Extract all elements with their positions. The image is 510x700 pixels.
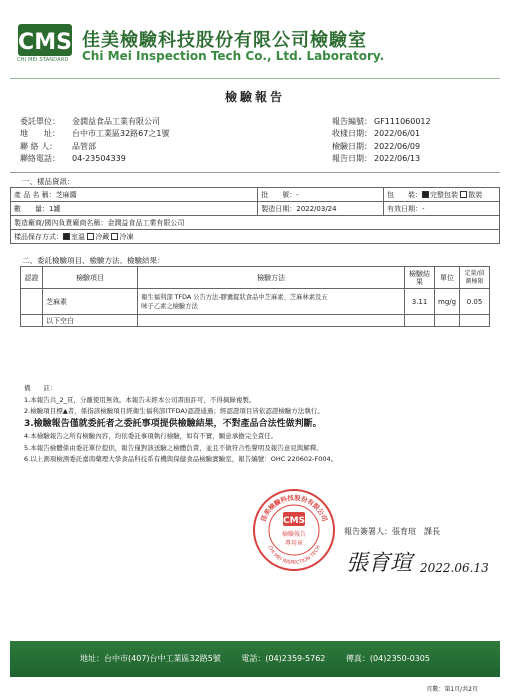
quantity: 1罐 bbox=[49, 204, 61, 213]
report-seal-icon bbox=[252, 488, 336, 572]
section-divider bbox=[10, 172, 500, 173]
page-title: 檢驗報告 bbox=[224, 90, 285, 104]
test-unit: mg/g bbox=[435, 289, 460, 315]
sample-section-title: 一、樣品資訊： bbox=[22, 177, 75, 186]
letterhead bbox=[0, 0, 510, 76]
report-signer: 報告簽署人：張育瑄 課長 bbox=[344, 527, 440, 536]
company-logo-icon bbox=[18, 24, 72, 56]
expiry-date: - bbox=[422, 204, 425, 213]
client-name: 金潤益食品工業有限公司 bbox=[72, 117, 160, 126]
footer-bar bbox=[10, 641, 500, 677]
test-item: 芝麻素 bbox=[42, 289, 137, 315]
footer-phone: 電話：(04)2359-5762 bbox=[241, 654, 326, 663]
blank-note: 以下空白 bbox=[42, 315, 137, 327]
footer-fax: 傳真：(04)2350-0305 bbox=[345, 654, 430, 663]
svg-text:張育瑄: 張育瑄 bbox=[346, 551, 413, 576]
company-name-cn: 佳美檢驗科技股份有限公司檢驗室 bbox=[82, 30, 367, 51]
report-number: GF111060012 bbox=[374, 117, 431, 126]
client-contact: 品管部 bbox=[72, 141, 96, 151]
sample-table: 產 品 名 稱：芝麻醬 批 號：- 包 裝： 完整包裝 散裝 數 量：1罐 製造日期：2022/03/24 有效日期：- 製造廠商/國內負責廠商名稱：金潤益食品工業有限公司 樣品保存方式： 室溫 冷藏 冷凍 bbox=[10, 187, 500, 244]
storage-room-temp-checkbox bbox=[63, 233, 70, 240]
svg-text:檢驗報告: 檢驗報告 bbox=[281, 531, 307, 538]
test-date: 2022/06/09 bbox=[374, 141, 421, 151]
svg-text:CMS: CMS bbox=[282, 516, 306, 526]
pack-bulk-checkbox bbox=[460, 191, 467, 198]
test-method: 衛生福利部 TFDA 公告方法-膠囊錠狀食品中芝麻素、芝麻林素及五 味子乙素之檢驗方法 bbox=[138, 289, 405, 315]
header-item: 檢驗項目 bbox=[42, 267, 137, 289]
received-date: 2022/06/01 bbox=[374, 129, 421, 139]
svg-text:專用章: 專用章 bbox=[284, 540, 304, 547]
header-unit: 單位 bbox=[435, 267, 460, 289]
logo-text: CMS bbox=[18, 30, 72, 55]
header-loq: 定量/偵測極限 bbox=[460, 267, 490, 289]
handwritten-signature bbox=[342, 540, 492, 580]
svg-text:佳美檢驗科技股份有限公司: 佳美檢驗科技股份有限公司 bbox=[259, 493, 329, 523]
remarks: 備 註： 1.本報告共_2_頁，分離使用無效。本報告未經本公司書面許可，不得摘錄複製。 2.檢驗項目標▲者，係指該檢驗項目經衛生福利部(TFDA)認證通過；經認證項目皆依認證檢驗方法執行。 3.檢驗報告僅就委託者之委託事項提供檢驗結果，不對產品合法性做判斷。 4.本檢驗報告之所有檢驗內容，均依委託事項執行檢驗，如有不實，願意承擔完全責任。 5.本報告檢體係由委託單位提供，報告僅對該送驗之檢體負責，並且不做符合性聲明及報告意見與解釋。 6.以上測項檢測委託嘉南藥理大學食品科技系有機與保健食品檢驗實驗室，報告編號：OHC 220602-F004。 bbox=[24, 384, 338, 464]
header-divider bbox=[10, 78, 500, 79]
test-result: 3.11 bbox=[405, 289, 435, 315]
header-cert: 認證 bbox=[21, 267, 43, 289]
test-loq: 0.05 bbox=[460, 289, 490, 315]
company-name-en: Chi Mei Inspection Tech Co., Ltd. Laboratory. bbox=[82, 49, 385, 63]
svg-text:CHI MEI INSPECTION TECH: CHI MEI INSPECTION TECH bbox=[266, 544, 322, 567]
storage-chilled-checkbox bbox=[87, 233, 94, 240]
logo-subtitle: CHI MEI STANDARD bbox=[17, 57, 69, 63]
client-info: 委託單位： 金潤益食品工業有限公司 地 址： 台中市工業區32路67之1號 聯 絡 人： 品管部 聯絡電話： 04-23504339 bbox=[20, 117, 170, 164]
batch-number: - bbox=[296, 190, 299, 199]
header-method: 檢驗方法 bbox=[138, 267, 405, 289]
table-row bbox=[21, 289, 490, 315]
manufacturer: 金潤益食品工業有限公司 bbox=[107, 218, 185, 227]
client-phone: 04-23504339 bbox=[72, 154, 126, 164]
page-number: 頁數：第1頁/共2頁 bbox=[426, 686, 478, 693]
header-result: 檢驗結果 bbox=[405, 267, 435, 289]
client-address: 台中市工業區32路67之1號 bbox=[72, 129, 170, 139]
test-section-title: 二、委託檢驗項目、檢驗方法、檢驗結果： bbox=[22, 256, 165, 265]
results-table bbox=[20, 266, 490, 327]
manufacture-date: 2022/03/24 bbox=[296, 204, 337, 213]
pack-complete-checkbox bbox=[422, 191, 429, 198]
product-name: 芝麻醬 bbox=[55, 190, 77, 199]
storage-frozen-checkbox bbox=[111, 233, 118, 240]
report-date: 2022/06/13 bbox=[374, 154, 421, 164]
footer-address: 地址：台中市(407)台中工業區32路5號 bbox=[80, 654, 221, 663]
svg-text:2022.06.13: 2022.06.13 bbox=[420, 561, 489, 575]
report-info: 報告編號： GF111060012 收樣日期： 2022/06/01 檢驗日期： 2022/06/09 報告日期： 2022/06/13 bbox=[332, 117, 431, 164]
